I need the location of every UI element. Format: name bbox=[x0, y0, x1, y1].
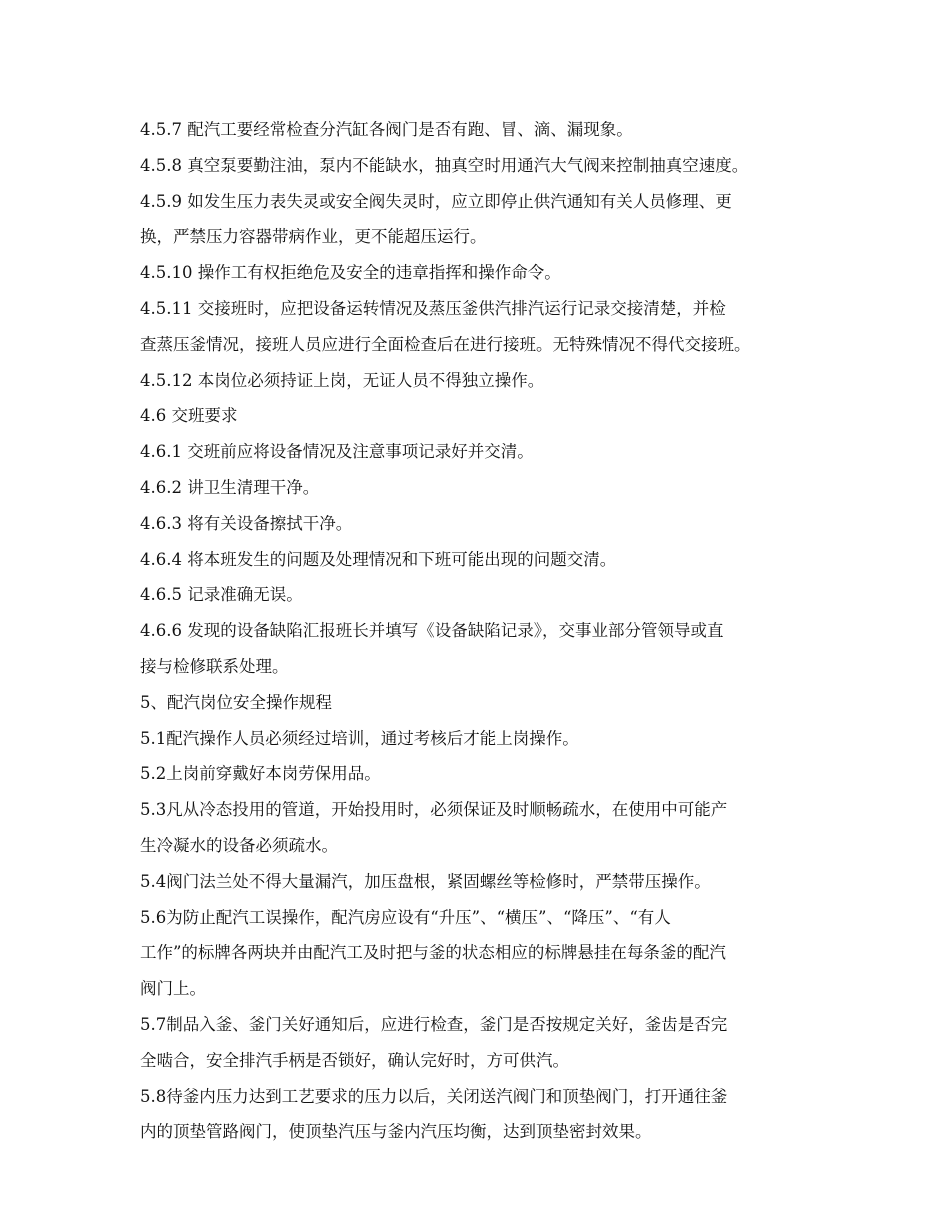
text-line: 工作”的标牌各两块并由配汽工及时把与釜的状态相应的标牌悬挂在每条釜的配汽 bbox=[140, 943, 726, 963]
text-line: 全啮合，安全排汽手柄是否锁好，确认完好时，方可供汽。 bbox=[140, 1050, 569, 1070]
text-line: 阀门上。 bbox=[140, 979, 206, 999]
text-line: 生冷凝水的设备必须疏水。 bbox=[140, 835, 338, 855]
text-line: 4.6.5 记录准确无误。 bbox=[140, 585, 303, 605]
text-line: 4.5.8 真空泵要勤注油，泵内不能缺水，抽真空时用通汽大气阀来控制抽真空速度。 bbox=[140, 155, 749, 175]
section-heading: 5、配汽岗位安全操作规程 bbox=[140, 692, 332, 712]
text-line: 4.5.12 本岗位必须持证上岗，无证人员不得独立操作。 bbox=[140, 370, 545, 390]
text-line: 5.7制品入釜、釜门关好通知后，应进行检查，釜门是否按规定关好，釜齿是否完 bbox=[140, 1014, 728, 1034]
text-line: 5.8待釜内压力达到工艺要求的压力以后，关闭送汽阀门和顶垫阀门，打开通往釜 bbox=[140, 1086, 728, 1106]
text-line: 4.5.11 交接班时，应把设备运转情况及蒸压釜供汽排汽运行记录交接清楚，并检 bbox=[140, 298, 726, 318]
text-line: 接与检修联系处理。 bbox=[140, 656, 289, 676]
text-line: 4.6.1 交班前应将设备情况及注意事项记录好并交清。 bbox=[140, 442, 534, 462]
document-body bbox=[140, 112, 830, 1150]
text-line: 查蒸压釜情况，接班人员应进行全面检查后在进行接班。无特殊情况不得代交接班。 bbox=[140, 334, 751, 354]
section-heading: 4.6 交班要求 bbox=[140, 406, 238, 426]
text-line: 换，严禁压力容器带病作业，更不能超压运行。 bbox=[140, 227, 487, 247]
text-line: 4.5.10 操作工有权拒绝危及安全的违章指挥和操作命令。 bbox=[140, 263, 561, 283]
text-line: 4.5.7 配汽工要经常检查分汽缸各阀门是否有跑、冒、滴、漏现象。 bbox=[140, 120, 633, 139]
text-line: 4.6.4 将本班发生的问题及处理情况和下班可能出现的问题交清。 bbox=[140, 549, 617, 569]
text-line: 5.2上岗前穿戴好本岗劳保用品。 bbox=[140, 764, 381, 784]
text-line: 4.6.3 将有关设备擦拭干净。 bbox=[140, 513, 353, 533]
text-line: 5.6为防止配汽工误操作，配汽房应设有“升压”、“横压”、“降压”、“有人 bbox=[140, 907, 671, 927]
text-line: 内的顶垫管路阀门，使顶垫汽压与釜内汽压均衡，达到顶垫密封效果。 bbox=[140, 1122, 652, 1142]
text-line: 5.3凡从冷态投用的管道，开始投用时，必须保证及时顺畅疏水，在使用中可能产 bbox=[140, 800, 728, 820]
text-line: 4.6.6 发现的设备缺陷汇报班长并填写《设备缺陷记录》，交事业部分管领导或直 bbox=[140, 621, 724, 641]
text-line: 5.1配汽操作人员必须经过培训，通过考核后才能上岗操作。 bbox=[140, 728, 579, 748]
text-line: 4.6.2 讲卫生清理干净。 bbox=[140, 477, 320, 497]
text-line: 4.5.9 如发生压力表失灵或安全阀失灵时，应立即停止供汽通知有关人员修理、更 bbox=[140, 191, 732, 211]
text-line: 5.4阀门法兰处不得大量漏汽，加压盘根，紧固螺丝等检修时，严禁带压操作。 bbox=[140, 871, 711, 891]
